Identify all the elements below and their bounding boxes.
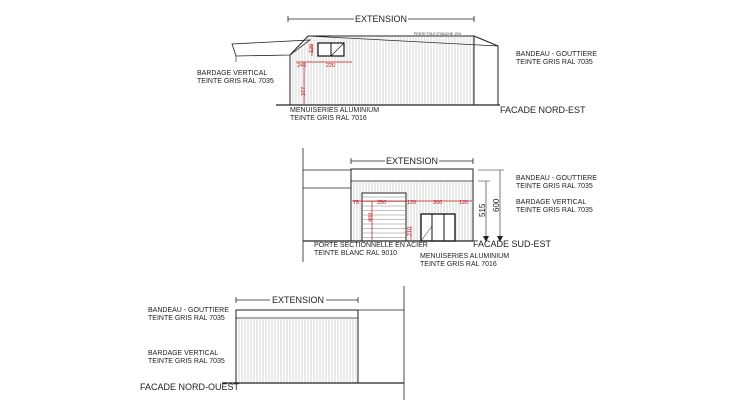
- facade-sud-est: [303, 148, 597, 268]
- dim-220: 220: [326, 63, 336, 69]
- label-bardage-ne: BARDAGE VERTICAL: [197, 70, 268, 77]
- label-menuiseries-ne: MENUISERIES ALUMINIUM: [290, 107, 380, 114]
- dim-75: 75: [353, 200, 360, 206]
- svg-text:TEINTE GRIS RAL 7016: TEINTE GRIS RAL 7016: [420, 261, 497, 268]
- dim-120b: 120: [459, 200, 469, 206]
- label-menuiseries-se: MENUISERIES ALUMINIUM: [420, 253, 510, 260]
- label-bandeau-se: BANDEAU - GOUTTIERE: [516, 175, 597, 182]
- building-annex-ne: [474, 36, 498, 105]
- dim-400: 400: [368, 212, 374, 222]
- facade-nord-ouest: [140, 286, 404, 400]
- dim-600: 600: [492, 198, 501, 212]
- svg-text:TEINTE GRIS RAL 7035: TEINTE GRIS RAL 7035: [516, 207, 593, 214]
- svg-text:TEINTE GRIS RAL 7016: TEINTE GRIS RAL 7016: [290, 115, 367, 122]
- svg-text:TEINTE GRIS RAL 7035: TEINTE GRIS RAL 7035: [516, 183, 593, 190]
- svg-text:TEINTE BLANC RAL 9010: TEINTE BLANC RAL 9010: [314, 250, 397, 257]
- extension-label-se: EXTENSION: [385, 156, 439, 166]
- roof-note: PENTE TOLE ETANCHE 10%: [414, 32, 462, 36]
- dim-350: 350: [377, 200, 387, 206]
- cladding-hatch-no: [239, 319, 356, 383]
- dim-120: 120: [309, 43, 315, 53]
- dim-515: 515: [478, 203, 487, 217]
- label-porte-se: PORTE SECTIONNELLE EN ACIER: [314, 242, 428, 249]
- svg-text:TEINTE GRIS RAL 7035: TEINTE GRIS RAL 7035: [148, 315, 225, 322]
- canopy-roof: [232, 40, 310, 56]
- label-bardage-no: BARDAGE VERTICAL: [148, 350, 219, 357]
- facade-title-no: FACADE NORD-OUEST: [140, 382, 240, 392]
- svg-text:TEINTE GRIS RAL 7035: TEINTE GRIS RAL 7035: [197, 78, 274, 85]
- label-bandeau-ne: BANDEAU - GOUTTIERE: [516, 51, 597, 58]
- svg-text:TEINTE GRIS RAL 7035: TEINTE GRIS RAL 7035: [148, 358, 225, 365]
- dim-377: 377: [301, 86, 307, 96]
- extension-label-ne: EXTENSION: [354, 14, 408, 24]
- dim-300: 300: [433, 200, 443, 206]
- dim-245: 245: [297, 63, 307, 69]
- extension-label-no: EXTENSION: [271, 295, 325, 305]
- building-outline-no: [236, 310, 358, 383]
- facade-title-ne: FACADE NORD-EST: [500, 105, 586, 115]
- label-bandeau-no: BANDEAU - GOUTTIERE: [148, 307, 229, 314]
- svg-text:TEINTE GRIS RAL 7035: TEINTE GRIS RAL 7035: [516, 59, 593, 66]
- facade-nord-est: [197, 14, 597, 122]
- dim-210: 210: [407, 226, 413, 236]
- window-se: [421, 214, 455, 241]
- facade-title-se: FACADE SUD-EST: [473, 239, 552, 249]
- label-bardage-se: BARDAGE VERTICAL: [516, 199, 587, 206]
- dim-120a: 120: [407, 200, 417, 206]
